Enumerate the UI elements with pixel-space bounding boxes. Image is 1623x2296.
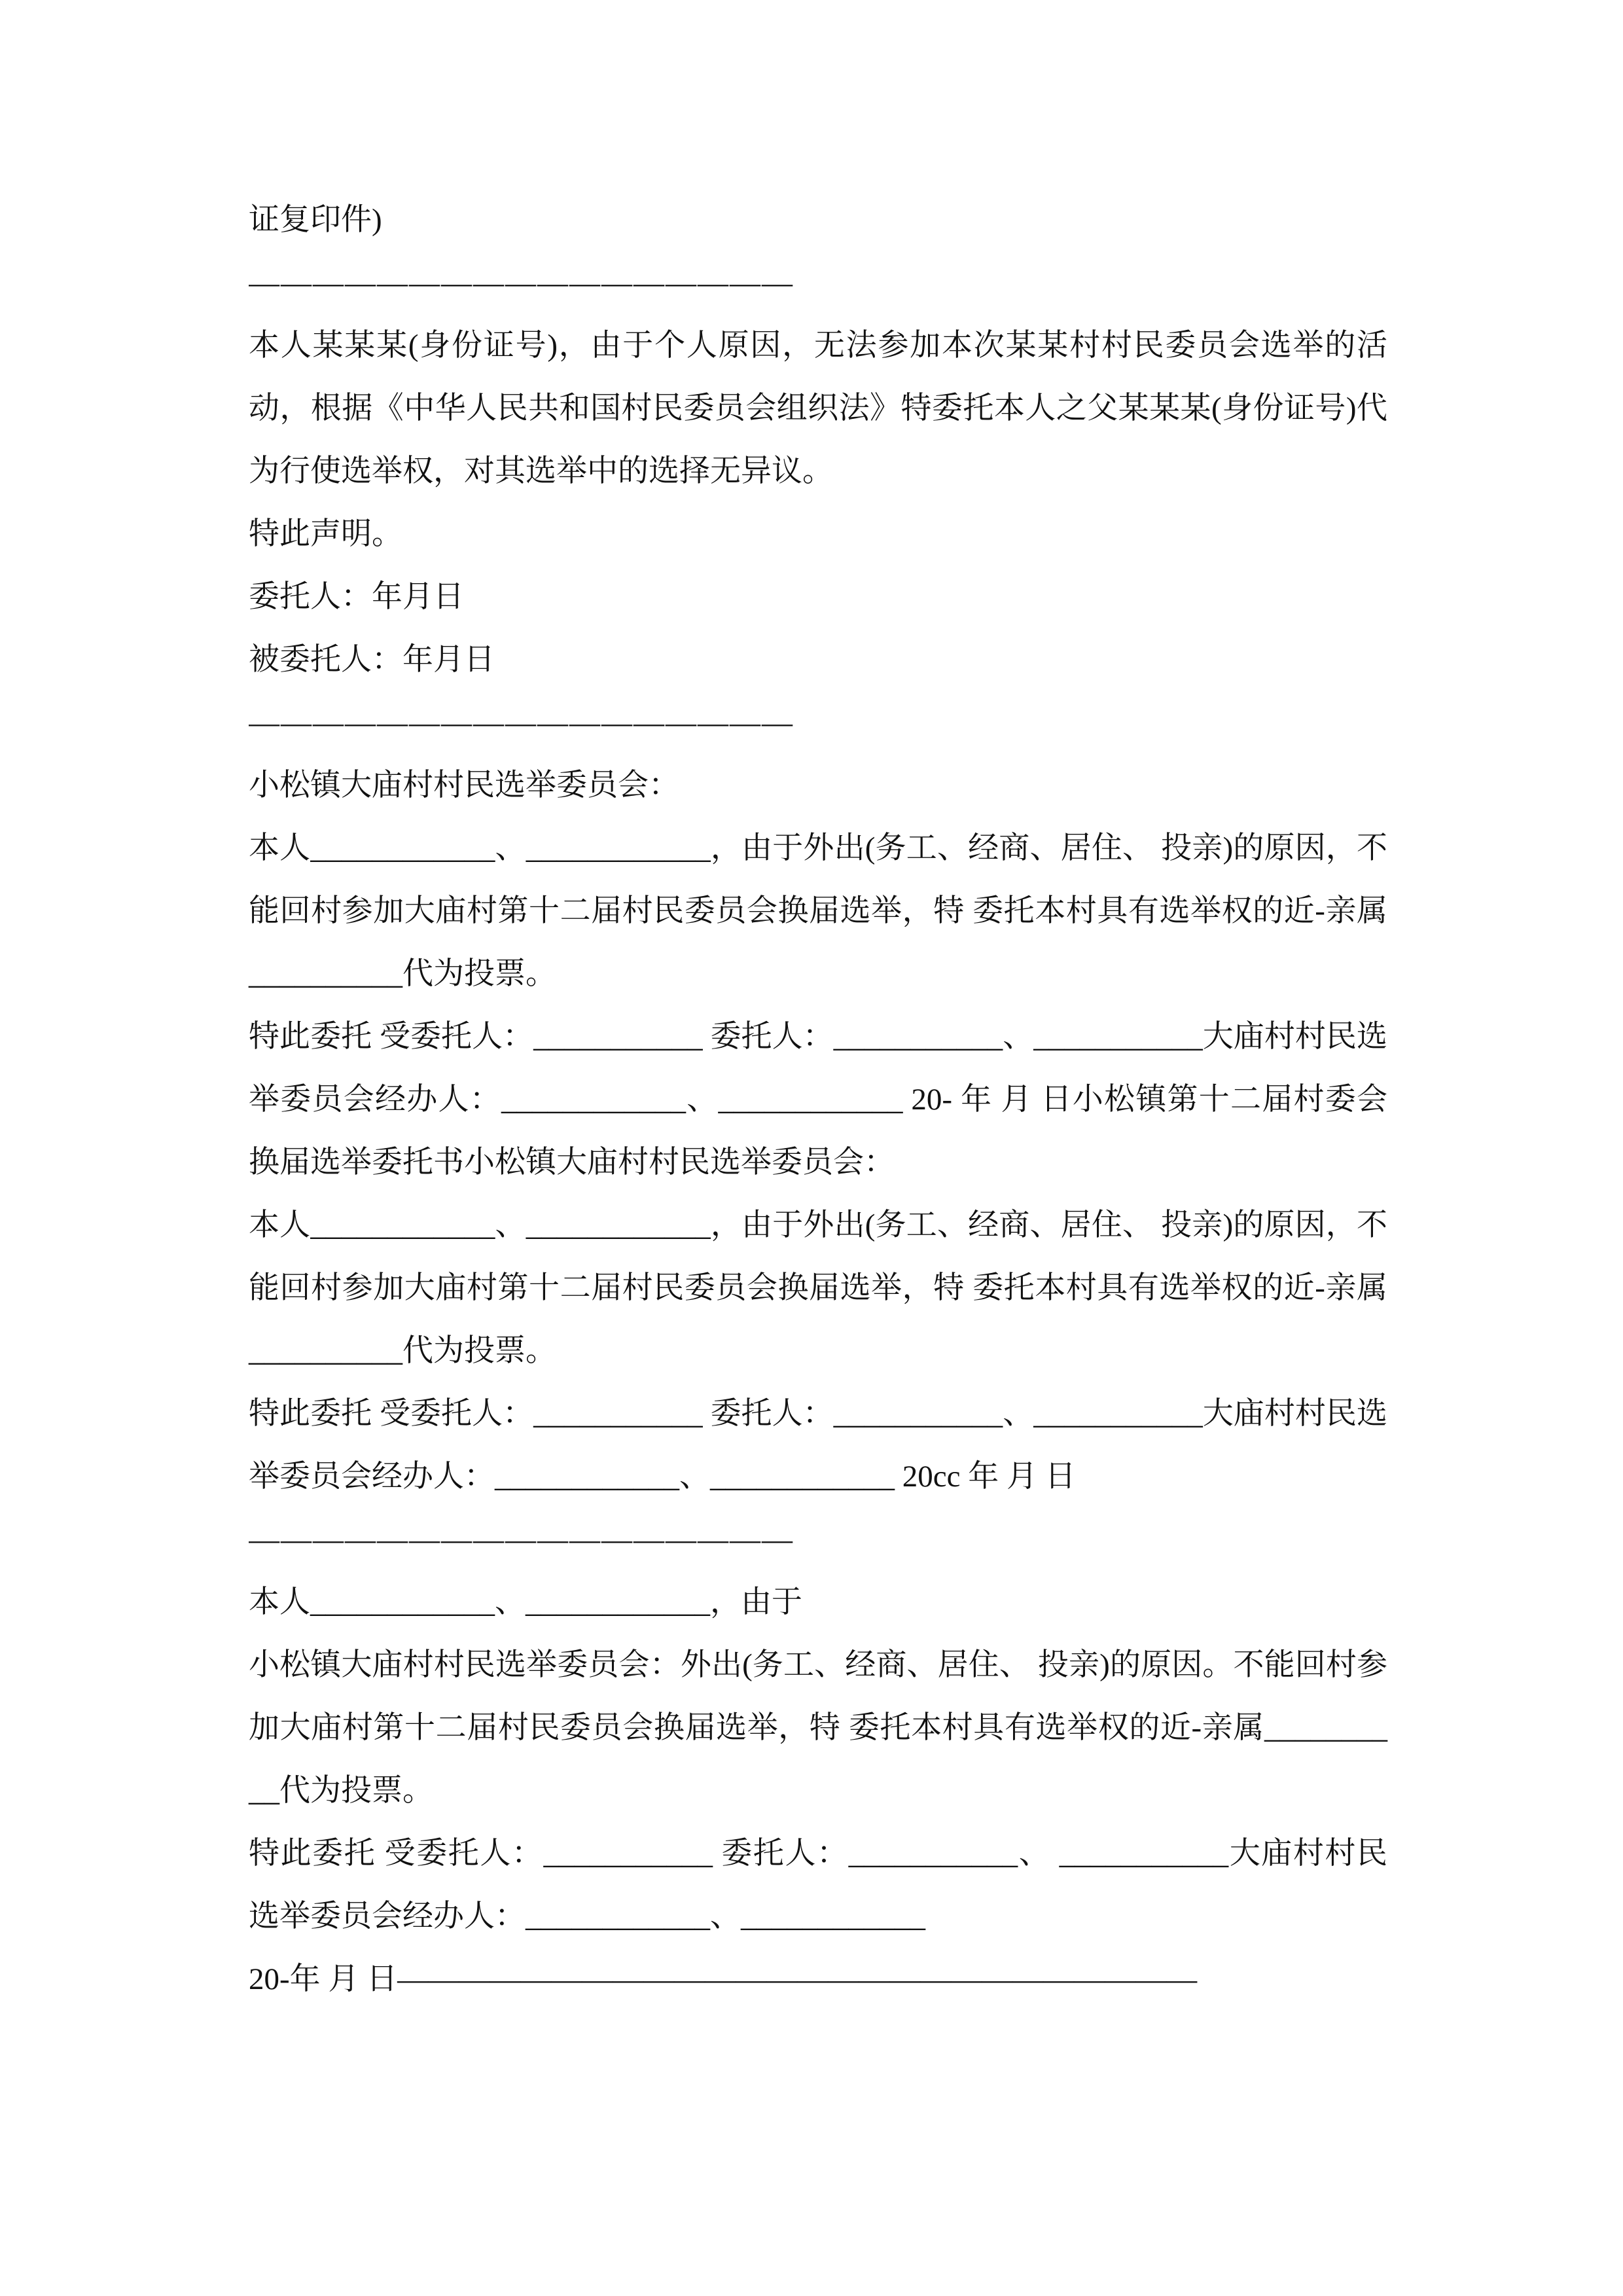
line-committee-salutation: 小松镇大庙村村民选举委员会： bbox=[249, 768, 679, 802]
paragraph-entrust-signatures-3: 特此委托 受委托人：___________ 委托人：___________、 ___________大庙村村民选举委员会经办人：____________、____________ bbox=[249, 1837, 1387, 1933]
separator-line: ————————————————— bbox=[249, 266, 794, 300]
separator-line: ————————————————— bbox=[249, 1522, 794, 1556]
line-principal-date: 委托人：年月日 bbox=[249, 580, 464, 614]
paragraph-proxy-reason-2: 本人____________、____________，由于外出(务工、经商、居住、 投亲)的原因，不能回村参加大庙村第十二届村民委员会换届选举，特 委托本村具有选举权的近-亲属__________代为投票。 bbox=[249, 1208, 1387, 1368]
line-id-copy-fragment: 证复印件) bbox=[249, 203, 382, 237]
line-declaration: 特此声明。 bbox=[249, 517, 402, 551]
paragraph-proxy-reason-3: 小松镇大庙村村民选举委员会：外出(务工、经商、居住、 投亲)的原因。不能回村参加大庙村第十二届村民委员会换届选举，特 委托本村具有选举权的近-亲属__________代为投票。 bbox=[249, 1648, 1387, 1808]
paragraph-proxy-reason-1: 本人____________、____________，由于外出(务工、经商、居住、 投亲)的原因，不能回村参加大庙村第十二届村民委员会换届选举，特 委托本村具有选举权的近-亲属__________代为投票。 bbox=[249, 831, 1387, 991]
separator-line: ————————————————— bbox=[249, 706, 794, 740]
line-date-dashes: 20-年 月 日—————————————————————————— bbox=[249, 1962, 1198, 1996]
paragraph-proxy-statement: 本人某某某(身份证号)，由于个人原因，无法参加本次某某村村民委员会选举的活动，根据《中华人民共和国村民委员会组织法》特委托本人之父某某某(身份证号)代为行使选举权，对其选举中的选择无异议。 bbox=[249, 329, 1387, 488]
line-agent-date: 被委托人：年月日 bbox=[249, 643, 495, 677]
line-person-blanks: 本人____________、____________，由于 bbox=[249, 1585, 802, 1619]
paragraph-entrust-signatures-2: 特此委托 受委托人：___________ 委托人：___________、___________大庙村村民选举委员会经办人：____________、____________ 20cc 年 月 日 bbox=[249, 1397, 1387, 1494]
paragraph-entrust-signatures-1: 特此委托 受委托人：___________ 委托人：___________、___________大庙村村民选举委员会经办人：____________、____________ 20- 年 月 日小松镇第十二届村委会换届选举委托书小松镇大庙村村民选举委员会： bbox=[249, 1020, 1387, 1179]
